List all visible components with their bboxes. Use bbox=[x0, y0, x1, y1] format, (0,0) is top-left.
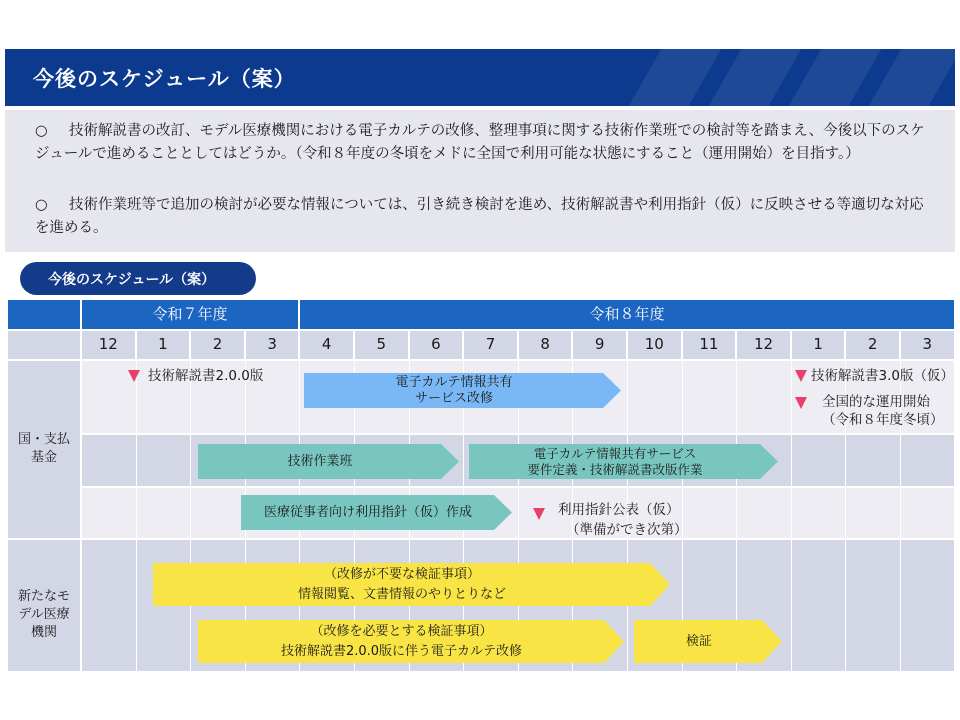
year-header-r7: 令和７年度 bbox=[82, 300, 298, 329]
intro-paragraph-text: 技術作業班等で追加の検討が必要な情報については、引き続き検討を進め、技術解説書や利用指針（仮）に反映させる等適切な対応を進める。 bbox=[35, 197, 924, 236]
arrow-change-needed-line1: （改修を必要とする検証事項） bbox=[310, 623, 493, 639]
row-label-gov-line2: 基金 bbox=[30, 450, 57, 465]
arrow-requirements-text bbox=[527, 446, 702, 478]
month-header-cell: 12 bbox=[82, 331, 135, 359]
row-label-model-line3: 機関 bbox=[30, 625, 57, 640]
arrow-guideline-label: 医療従事者向け利用指針（仮）作成 bbox=[263, 504, 472, 520]
milestone-marker-icon bbox=[795, 397, 807, 409]
arrow-ehr-sharing-line2: サービス改修 bbox=[414, 390, 493, 406]
intro-paragraph-text: 技術解説書の改訂、モデル医療機関における電子カルテの改修、整理事項に関する技術作業班での検討等を踏まえ、今後以下のスケジュールで進めることとしてはどうか。（令和８年度の冬頃をメドに全国で利用可能な状態にすること（運用開始）を目指す。） bbox=[35, 123, 925, 162]
month-header-cell: 1 bbox=[137, 331, 190, 359]
arrow-requirements-line2: 要件定義・技術解説書改版作業 bbox=[527, 461, 703, 477]
milestone-marker-icon bbox=[795, 370, 807, 382]
arrow-no-change-label bbox=[153, 563, 651, 606]
arrow-change-needed-label bbox=[198, 620, 605, 663]
row-label-gov-line1: 国・支払 bbox=[17, 432, 70, 447]
year-header-r8: 令和８年度 bbox=[300, 300, 954, 329]
bullet-circle: ○ bbox=[35, 123, 48, 139]
milestone-marker-icon bbox=[533, 508, 545, 520]
milestone-guideline-line1: 利用指針公表（仮） bbox=[558, 502, 680, 518]
milestone-tech-v2: 技術解説書2.0.0版 bbox=[148, 368, 264, 384]
arrow-ehr-sharing-label bbox=[304, 373, 604, 408]
arrow-change-needed-text bbox=[281, 622, 522, 662]
row-label-model-line2: デル医療 bbox=[18, 607, 70, 622]
month-header-cell: 7 bbox=[464, 331, 517, 359]
month-header-cell: 2 bbox=[191, 331, 244, 359]
milestone-nationwide-line2: （令和８年度冬頃） bbox=[822, 412, 944, 428]
month-header-cell: 10 bbox=[628, 331, 681, 359]
milestone-marker-icon bbox=[128, 370, 140, 382]
bullet-circle: ○ bbox=[35, 197, 48, 213]
row-label-model-line1: 新たなモ bbox=[17, 589, 70, 604]
month-header-cell: 12 bbox=[737, 331, 790, 359]
month-header-cell: 2 bbox=[846, 331, 899, 359]
month-header-cell: 1 bbox=[792, 331, 845, 359]
page-title: 今後のスケジュール（案） bbox=[33, 67, 296, 91]
milestone-nationwide-line1: 全国的な運用開始 bbox=[822, 394, 930, 410]
arrow-verification-label: 検証 bbox=[685, 633, 712, 649]
arrow-no-change-text bbox=[298, 565, 506, 605]
month-header-cell: 3 bbox=[901, 331, 954, 359]
arrow-no-change-line1: （改修が不要な検証事項） bbox=[323, 566, 480, 582]
month-header-cell: 9 bbox=[573, 331, 626, 359]
month-header-cell: 5 bbox=[355, 331, 408, 359]
arrow-ehr-sharing-line1: 電子カルテ情報共有 bbox=[395, 374, 513, 390]
schedule-section-label-text: 今後のスケジュール（案） bbox=[48, 272, 216, 288]
month-header-cell: 11 bbox=[683, 331, 736, 359]
month-header-cell: 3 bbox=[246, 331, 299, 359]
month-header-cell: 6 bbox=[410, 331, 463, 359]
arrow-requirements-label bbox=[469, 444, 761, 479]
milestone-tech-v3: 技術解説書3.0版（仮） bbox=[811, 368, 954, 384]
arrow-ehr-sharing-text bbox=[395, 375, 512, 407]
arrow-change-needed-line2: 技術解説書2.0.0版に伴う電子カルテ改修 bbox=[280, 643, 523, 659]
month-header-cell: 8 bbox=[519, 331, 572, 359]
arrow-no-change-line2: 情報閲覧、文書情報のやりとりなど bbox=[297, 586, 506, 602]
milestone-guideline-line2: （準備ができ次第） bbox=[566, 522, 688, 538]
arrow-working-group-label: 技術作業班 bbox=[287, 453, 353, 469]
arrow-requirements-line1: 電子カルテ情報共有サービス bbox=[533, 445, 697, 461]
month-header-cell: 4 bbox=[300, 331, 353, 359]
